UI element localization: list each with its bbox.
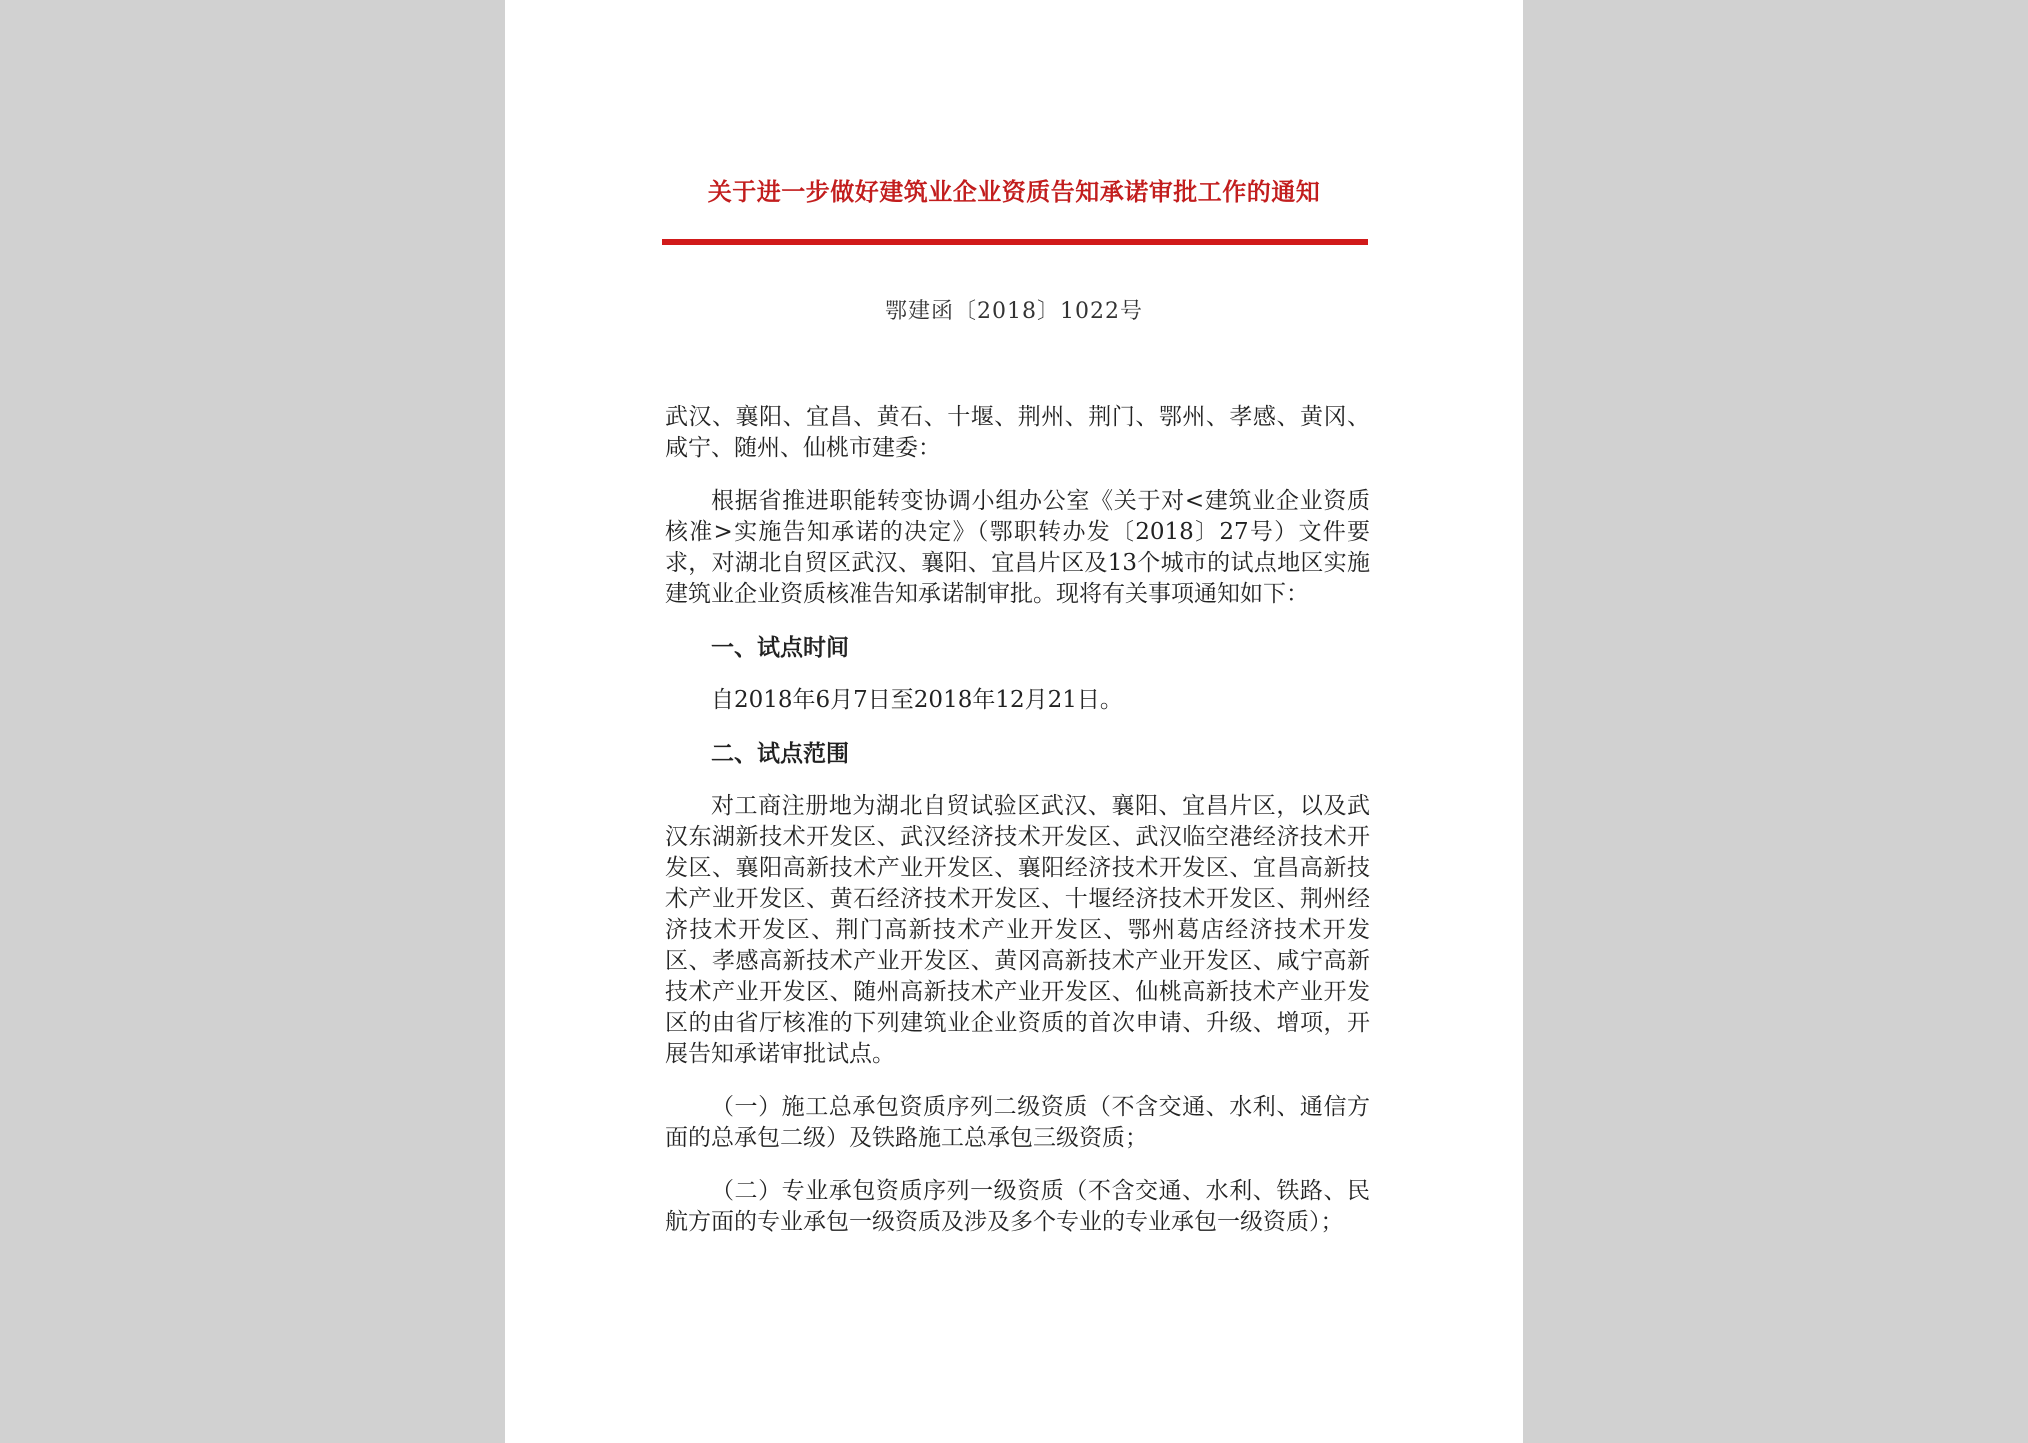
addressees: 武汉、襄阳、宜昌、黄石、十堰、荆州、荆门、鄂州、孝感、黄冈、咸宁、随州、仙桃市建委： (665, 404, 1370, 461)
document-number: 鄂建函〔2018〕1022号 (885, 299, 1143, 324)
document-body (665, 402, 1370, 1260)
section-2-text: 对工商注册地为湖北自贸试验区武汉、襄阳、宜昌片区，以及武汉东湖新技术开发区、武汉经济技术开发区、武汉临空港经济技术开发区、襄阳高新技术产业开发区、襄阳经济技术开发区、宜昌高新技术产业开发区、黄石经济技术开发区、十堰经济技术开发区、荆州经济技术开发区、荆门高新技术产业开发区、鄂州葛店经济技术开发区、孝感高新技术产业开发区、黄冈高新技术产业开发区、咸宁高新技术产业开发区、随州高新技术产业开发区、仙桃高新技术产业开发区的由省厅核准的下列建筑业企业资质的首次申请、升级、增项，开展告知承诺审批试点。 (665, 793, 1370, 1067)
section-1-text: 自2018年6月7日至2018年12月21日。 (711, 687, 1123, 713)
document-title: 关于进一步做好建筑业企业资质告知承诺审批工作的通知 (707, 177, 1321, 206)
red-header-rule (662, 239, 1368, 245)
list-item-2: （二）专业承包资质序列一级资质（不含交通、水利、铁路、民航方面的专业承包一级资质及涉及多个专业的专业承包一级资质）； (665, 1178, 1370, 1235)
section-heading-2: 二、试点范围 (711, 740, 849, 767)
document-page (505, 0, 1523, 1443)
list-item-1: （一）施工总承包资质序列二级资质（不含交通、水利、通信方面的总承包二级）及铁路施工总承包三级资质； (665, 1094, 1370, 1151)
intro-paragraph: 根据省推进职能转变协调小组办公室《关于对<建筑业企业资质核准>实施告知承诺的决定》（鄂职转办发〔2018〕27号）文件要求，对湖北自贸区武汉、襄阳、宜昌片区及13个城市的试点地区实施建筑业企业资质核准告知承诺制审批。现将有关事项通知如下： (665, 488, 1370, 607)
section-heading-1: 一、试点时间 (711, 634, 849, 661)
